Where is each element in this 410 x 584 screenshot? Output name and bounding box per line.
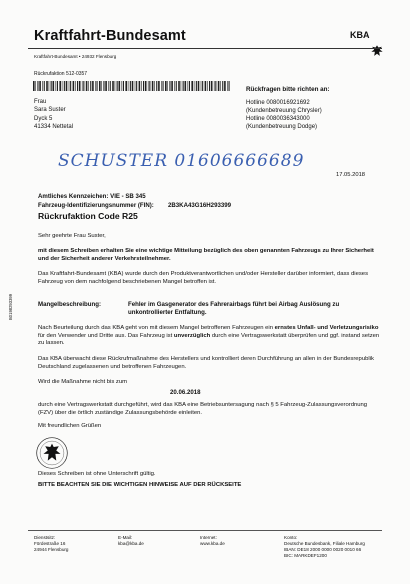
- greeting: Sehr geehrte Frau Suster,: [38, 233, 106, 239]
- defect-label: Mangelbeschreibung:: [38, 301, 101, 308]
- defect-description: Fehler im Gasgenerator des Fahrerairbags führt bei Airbag Auslösung zu unkontrollierter Entfaltung.: [128, 301, 340, 316]
- risk-paragraph: [38, 325, 380, 348]
- risk-text: Nach Beurteilung durch das KBA geht von mit diesem Mangel betroffenen Fahrzeugen ein: [38, 325, 275, 331]
- info-paragraph: Das Kraftfahrt-Bundesamt (KBA) wurde durch den Produktverantwortlichen und/oder Hersteller darüber informiert, dass dieses Fahrzeug von dem nachfolgend beschriebenen Mangel betroffen ist.: [38, 271, 369, 285]
- contact-line: Hotline 0080036343000: [246, 116, 310, 122]
- footer-line: 24944 Flensburg: [34, 547, 69, 552]
- closing: Mit freundlichen Grüßen: [38, 423, 102, 429]
- recipient-line: Dyck 5: [34, 115, 53, 122]
- contact-line: (Kundenbetreuung Dodge): [246, 124, 318, 130]
- monitoring-paragraph: Das KBA überwacht diese Rückrufmaßnahme des Herstellers und kontrolliert deren Durchführung an allen in der Bundesrepublik Deutschland zugelassenen und betroffenen Fahrzeugen.: [38, 356, 374, 370]
- consequence-paragraph: durch eine Vertragswerkstatt durchgeführt, wird das KBA eine Betriebsuntersagung nach § 5 Fahrzeug-Zulassungsverordnung (FZV) über die örtlich zuständige Zulassungsbehörde einleiten.: [38, 402, 368, 416]
- footer-rule: [28, 530, 382, 531]
- back-page-notice: BITTE BEACHTEN SIE DIE WICHTIGEN HINWEISE AUF DER RÜCKSEITE: [38, 482, 242, 488]
- recall-number: Rückrufaktion 512-0357: [34, 71, 88, 77]
- risk-text: für den Verwender und Dritte aus. Das Fahrzeug ist: [38, 332, 174, 339]
- recipient-line: 41334 Nettetal: [34, 123, 74, 130]
- footer-line: Deutsche Bundesbank, Filiale Hamburg: [284, 541, 365, 546]
- vehicle-references: [38, 193, 154, 210]
- letter-date: 17.05.2018: [336, 172, 366, 178]
- letter-subject: Rückrufaktion Code R25: [38, 211, 138, 221]
- vin-value: 2B3KA43G16H293399: [168, 202, 232, 209]
- handwritten-note: SCHUSTER 01606666689: [58, 151, 305, 171]
- recipient-address: [34, 98, 73, 131]
- urgency-emphasis: unverzüglich: [173, 332, 211, 339]
- footer-line: IBAN: DE18 2000 0000 0020 0010 66: [284, 547, 362, 552]
- footer-line: Internet:: [200, 535, 217, 540]
- header-rule: [28, 48, 382, 49]
- footer-bank: [284, 535, 365, 559]
- contact-line: (Kundenbetreuung Chrysler): [246, 108, 322, 114]
- intro-paragraph: mit diesem Schreiben erhalten Sie eine wichtige Mitteilung bezüglich des oben genannten Fahrzeugs zu Ihrer Sicherheit und der Sicherheit anderer Verkehrsteilnehmer.: [38, 248, 374, 262]
- footer-line: www.kba.de: [200, 541, 225, 546]
- sender-line: Kraftfahrt-Bundesamt • 24932 Flensburg: [34, 54, 117, 59]
- contact-line: Hotline 0080016921692: [246, 100, 310, 106]
- contact-block: [246, 99, 322, 131]
- footer-line: Fördestraße 16: [34, 541, 66, 546]
- footer-address: [34, 535, 68, 553]
- no-signature-note: Dieses Schreiben ist ohne Unterschrift gültig.: [38, 471, 156, 477]
- deadline-date: 20.06.2018: [170, 389, 201, 396]
- footer-email: [118, 535, 144, 547]
- recipient-line: Sara Suster: [34, 107, 66, 114]
- footer-line: kba@kba.de: [118, 541, 144, 546]
- risk-text: durch eine Vertragswerkstatt überprüfen und ggf. instand setzen zu lassen.: [38, 332, 380, 347]
- plate-number: Amtliches Kennzeichen: VIE - SB 345: [38, 193, 146, 200]
- side-code: B0198293399: [8, 293, 13, 320]
- footer-line: Dienstsitz:: [34, 535, 56, 540]
- federal-eagle-seal-icon: [34, 436, 70, 470]
- authority-title: Kraftfahrt-Bundesamt: [34, 28, 186, 44]
- footer-line: E-Mail:: [118, 535, 133, 540]
- eagle-icon: [370, 44, 384, 58]
- vin-label: Fahrzeug-Identifizierungsnummer (FIN):: [38, 201, 154, 209]
- risk-emphasis: ernstes Unfall- und Verletzungsrisiko: [274, 325, 379, 331]
- postal-barcode: [33, 81, 233, 91]
- kba-logo-text: KBA: [350, 30, 370, 40]
- footer-line: Konto:: [284, 535, 298, 540]
- contact-heading: Rückfragen bitte richten an:: [246, 86, 330, 93]
- footer-internet: [200, 535, 225, 547]
- footer-line: BIC: MARKDEF1200: [284, 553, 327, 558]
- recipient-line: Frau: [34, 99, 47, 105]
- deadline-intro: Wird die Maßnahme nicht bis zum: [38, 379, 128, 385]
